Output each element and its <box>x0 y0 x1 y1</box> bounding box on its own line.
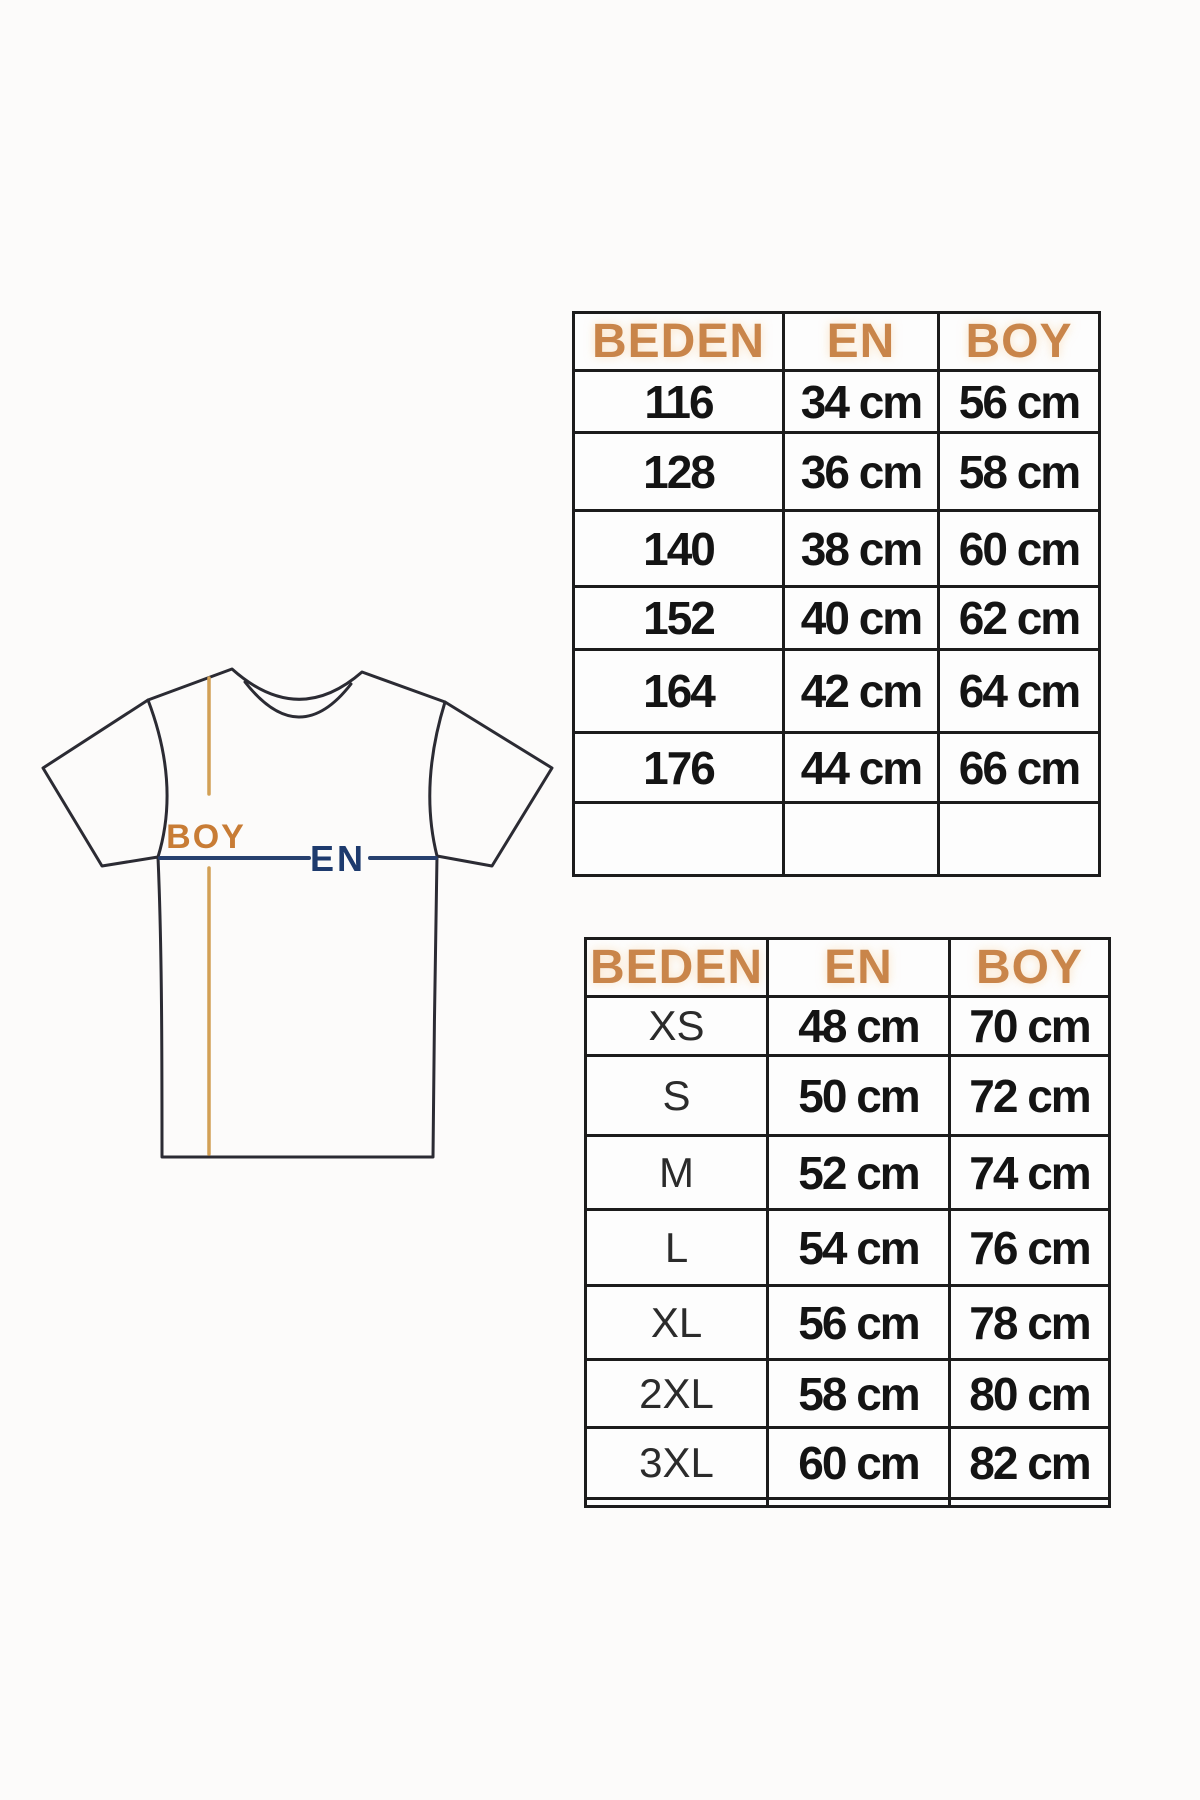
column-header-boy: BOY <box>950 939 1110 997</box>
table-cell: XL <box>586 1286 768 1360</box>
table-cell <box>784 803 939 876</box>
table-cell: 116 <box>574 371 784 433</box>
table-cell: 36 cm <box>784 433 939 511</box>
table-cell: 40 cm <box>784 587 939 650</box>
table-cell <box>586 1499 768 1507</box>
table-cell: 42 cm <box>784 650 939 733</box>
table-cell: 34 cm <box>784 371 939 433</box>
table-cell: S <box>586 1056 768 1136</box>
adult-size-table <box>584 937 1111 1508</box>
table-cell <box>950 1499 1110 1507</box>
table-cell: 52 cm <box>768 1136 950 1210</box>
table-cell: 76 cm <box>950 1210 1110 1286</box>
table-row <box>574 371 1100 433</box>
table-row <box>586 1428 1110 1499</box>
table-cell: 48 cm <box>768 997 950 1056</box>
table-row <box>586 1360 1110 1428</box>
table-cell: XS <box>586 997 768 1056</box>
table-row <box>586 1286 1110 1360</box>
table-row <box>586 997 1110 1056</box>
table-cell <box>939 803 1100 876</box>
table-row <box>586 1210 1110 1286</box>
table-cell: 62 cm <box>939 587 1100 650</box>
table-cell: 140 <box>574 511 784 587</box>
table-cell: 64 cm <box>939 650 1100 733</box>
child-size-table <box>572 311 1101 877</box>
table-cell: 176 <box>574 733 784 803</box>
table-row <box>574 433 1100 511</box>
table-cell <box>768 1499 950 1507</box>
column-header-beden: BEDEN <box>574 313 784 371</box>
table-cell: 60 cm <box>768 1428 950 1499</box>
table-cell: 2XL <box>586 1360 768 1428</box>
table-cell: 44 cm <box>784 733 939 803</box>
table-cell: 152 <box>574 587 784 650</box>
right-armhole-seam <box>430 702 445 856</box>
table-row <box>574 511 1100 587</box>
table-row <box>574 650 1100 733</box>
table-cell: L <box>586 1210 768 1286</box>
tshirt-diagram <box>10 550 570 1190</box>
en-measure-label: EN <box>309 838 367 879</box>
left-armhole-seam <box>148 700 167 857</box>
table-cell: 70 cm <box>950 997 1110 1056</box>
table-cell: 74 cm <box>950 1136 1110 1210</box>
table-cell: 58 cm <box>768 1360 950 1428</box>
table-cell <box>574 803 784 876</box>
column-header-boy: BOY <box>939 313 1100 371</box>
table-cell: 54 cm <box>768 1210 950 1286</box>
table-row-empty <box>586 1499 1110 1507</box>
table-cell: 56 cm <box>939 371 1100 433</box>
table-cell: 3XL <box>586 1428 768 1499</box>
boy-measure-label: BOY <box>166 818 246 856</box>
table-cell: 78 cm <box>950 1286 1110 1360</box>
table-cell: 56 cm <box>768 1286 950 1360</box>
table-cell: 38 cm <box>784 511 939 587</box>
table-row <box>586 1056 1110 1136</box>
table-cell: 58 cm <box>939 433 1100 511</box>
table-cell: 164 <box>574 650 784 733</box>
table-row-empty <box>574 803 1100 876</box>
tshirt-outline <box>43 669 552 1157</box>
table-row <box>574 587 1100 650</box>
table-cell: 50 cm <box>768 1056 950 1136</box>
table-cell: 72 cm <box>950 1056 1110 1136</box>
table-header-row <box>574 313 1100 371</box>
column-header-en: EN <box>768 939 950 997</box>
table-cell: 128 <box>574 433 784 511</box>
table-row <box>586 1136 1110 1210</box>
column-header-en: EN <box>784 313 939 371</box>
column-header-beden: BEDEN <box>586 939 768 997</box>
table-header-row <box>586 939 1110 997</box>
table-cell: 82 cm <box>950 1428 1110 1499</box>
table-cell: M <box>586 1136 768 1210</box>
table-cell: 60 cm <box>939 511 1100 587</box>
table-cell: 66 cm <box>939 733 1100 803</box>
table-row <box>574 733 1100 803</box>
table-cell: 80 cm <box>950 1360 1110 1428</box>
